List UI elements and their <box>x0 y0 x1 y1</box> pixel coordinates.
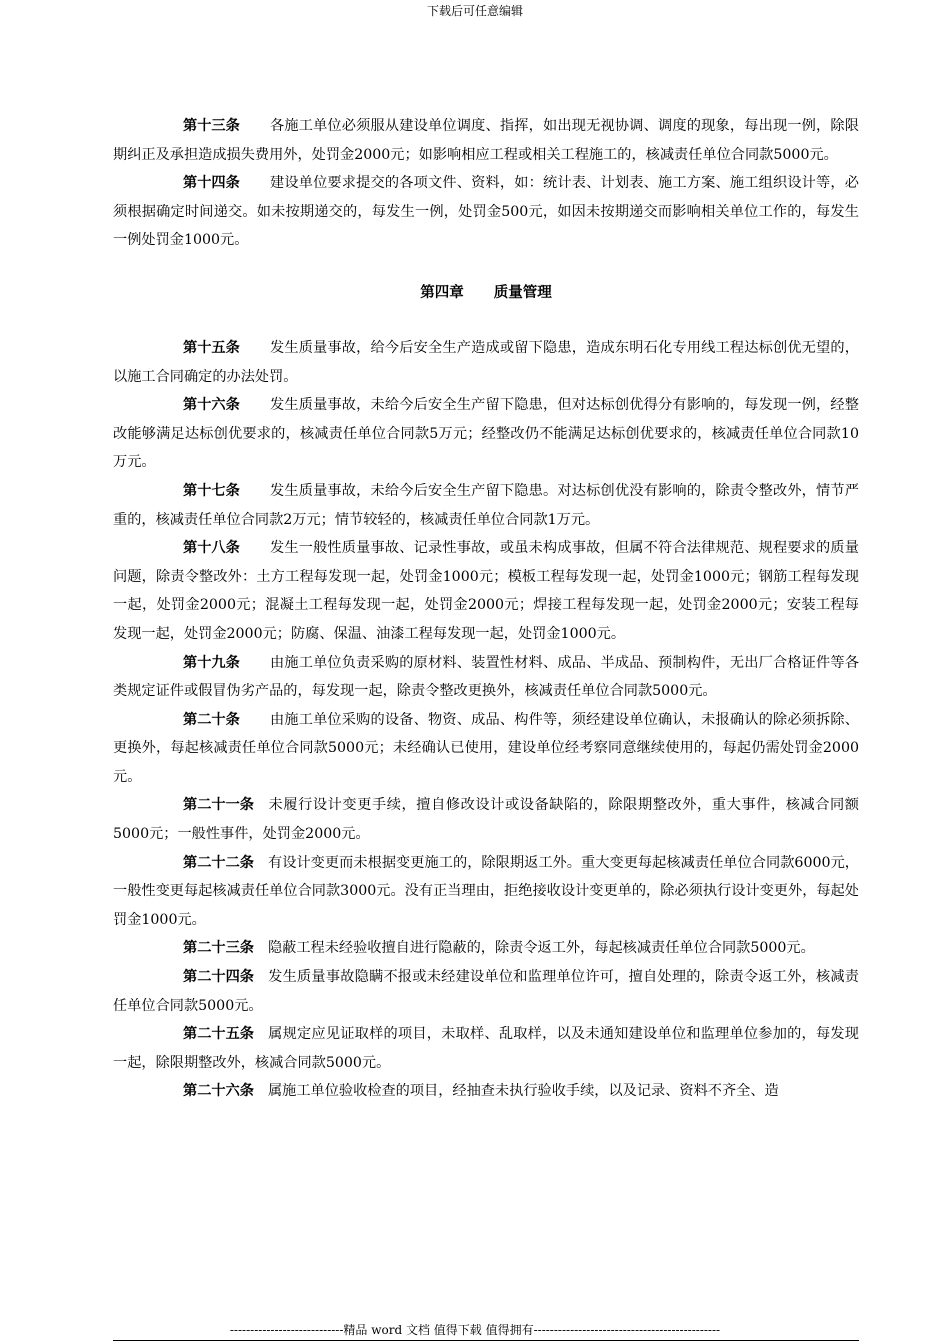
article-text: 发生质量事故，给今后安全生产造成或留下隐患，造成东明石化专用线工程达标创优无望的，以施工合同确定的办法处罚。 <box>113 339 859 385</box>
article-paragraph <box>113 391 859 477</box>
article-paragraph <box>113 477 859 534</box>
article-text: 属规定应见证取样的项目，未取样、乱取样，以及未通知建设单位和监理单位参加的，每发现一起，除限期整改外，核减合同款5000元。 <box>113 1026 859 1071</box>
article-paragraph <box>113 791 859 848</box>
page-footer: ----------------------------精品 word 文档 值得下载 值得拥有---------------------------------------------- <box>229 1323 721 1337</box>
articles-section-2 <box>113 334 859 1106</box>
chapter-title: 质量管理 <box>493 283 552 301</box>
article-text: 建设单位要求提交的各项文件、资料，如：统计表、计划表、施工方案、施工组织设计等，必须根据确定时间递交。如未按期递交的，每发生一例，处罚金500元，如因未按期递交而影响相关单位工作的，每发生一例处罚金1000元。 <box>113 175 859 249</box>
article-paragraph <box>113 1077 859 1106</box>
article-text: 有设计变更而未根据变更施工的，除限期返工外。重大变更每起核减责任单位合同款6000元，一般性变更每起核减责任单位合同款3000元。没有正当理由，拒绝接收设计变更单的，除必须执行设计变更外，每起处罚金1000元。 <box>113 854 859 928</box>
article-paragraph <box>113 112 859 169</box>
article-number: 第二十六条 <box>183 1083 254 1100</box>
chapter-number: 第四章 <box>420 283 464 301</box>
article-number: 第十八条 <box>183 540 240 557</box>
article-number: 第十九条 <box>183 654 240 671</box>
article-number: 第二十一条 <box>183 797 254 814</box>
article-paragraph <box>113 849 859 935</box>
article-paragraph <box>113 706 859 792</box>
article-number: 第十六条 <box>183 397 240 414</box>
article-text: 发生质量事故，未给今后安全生产留下隐患，但对达标创优得分有影响的，每发现一例，经整改能够满足达标创优要求的，核减责任单位合同款5万元；经整改仍不能满足达标创优要求的，核减责任单位合同款10万元。 <box>113 397 859 471</box>
article-number: 第二十二条 <box>183 854 254 871</box>
article-text: 发生质量事故隐瞒不报或未经建设单位和监理单位许可，擅自处理的，除责令返工外，核减责任单位合同款5000元。 <box>113 969 859 1014</box>
page-header: 下载后可任意编辑 <box>426 4 523 18</box>
footer-divider <box>113 1340 859 1341</box>
article-text: 发生质量事故，未给今后安全生产留下隐患。对达标创优没有影响的，除责令整改外，情节严重的，核减责任单位合同款2万元；情节较轻的，核减责任单位合同款1万元。 <box>113 482 859 528</box>
article-paragraph <box>113 334 859 391</box>
article-number: 第二十三条 <box>183 940 254 957</box>
chapter-heading <box>113 281 859 305</box>
article-text: 由施工单位负责采购的原材料、装置性材料、成品、半成品、预制构件，无出厂合格证件等各类规定证件或假冒伪劣产品的，每发现一起，除责令整改更换外，核减责任单位合同款5000元。 <box>113 654 859 700</box>
article-text: 发生一般性质量事故、记录性事故，或虽未构成事故，但属不符合法律规范、规程要求的质量问题，除责令整改外：土方工程每发现一起，处罚金1000元；模板工程每发现一起，处罚金1000元；钢筋工程每发现一起，处罚金2000元；混凝土工程每发现一起，处罚金2000元；焊接工程每发现一起，处罚金2000元；安装工程每发现一起，处罚金2000元；防腐、保温、油漆工程每发现一起，处罚金1000元。 <box>113 540 859 642</box>
article-paragraph <box>113 534 859 648</box>
article-paragraph <box>113 1020 859 1077</box>
article-text: 属施工单位验收检查的项目，经抽查未执行验收手续，以及记录、资料不齐全、造 <box>267 1083 779 1100</box>
article-paragraph <box>113 963 859 1020</box>
article-number: 第二十五条 <box>183 1026 254 1043</box>
article-text: 隐蔽工程未经验收擅自进行隐蔽的，除责令返工外，每起核减责任单位合同款5000元。 <box>267 940 815 957</box>
article-text: 由施工单位采购的设备、物资、成品、构件等，须经建设单位确认，未报确认的除必须拆除、更换外，每起核减责任单位合同款5000元；未经确认已使用，建设单位经考察同意继续使用的，每起仍需处罚金2000元。 <box>113 711 859 785</box>
article-number: 第十四条 <box>183 175 240 192</box>
article-text: 各施工单位必须服从建设单位调度、指挥，如出现无视协调、调度的现象，每出现一例，除限期纠正及承担造成损失费用外，处罚金2000元；如影响相应工程或相关工程施工的，核减责任单位合同款5000元。 <box>113 118 859 163</box>
document-body <box>113 112 859 1106</box>
articles-section-1 <box>113 112 859 255</box>
article-number: 第十五条 <box>183 339 240 356</box>
article-paragraph <box>113 169 859 255</box>
article-number: 第十七条 <box>183 482 240 499</box>
article-text: 未履行设计变更手续，擅自修改设计或设备缺陷的，除限期整改外，重大事件，核减合同额5000元；一般性事件，处罚金2000元。 <box>113 797 859 843</box>
article-number: 第二十四条 <box>183 969 254 986</box>
article-number: 第二十条 <box>183 711 240 728</box>
article-number: 第十三条 <box>183 118 240 134</box>
article-paragraph <box>113 934 859 963</box>
article-paragraph <box>113 649 859 706</box>
